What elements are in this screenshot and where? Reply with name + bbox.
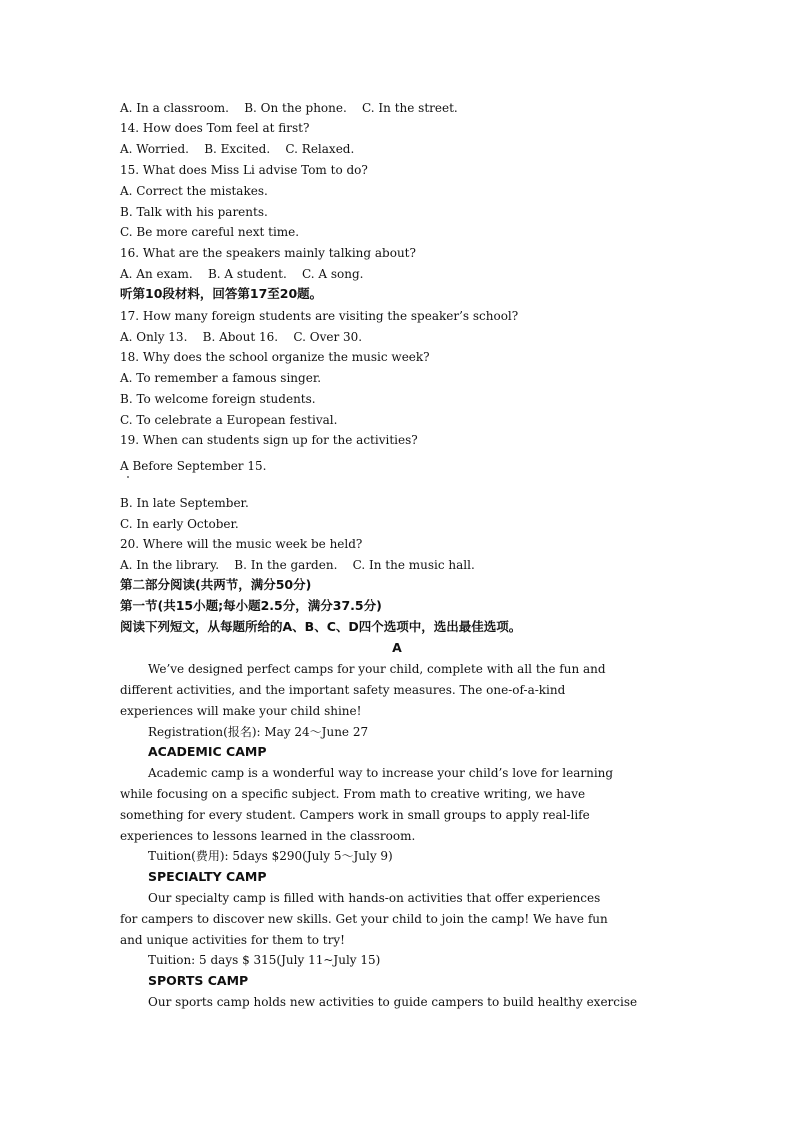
q20-question: 20. Where will the music week be held? bbox=[120, 537, 363, 551]
passage-label: A bbox=[392, 640, 402, 655]
reading-part-title: 第二部分阅读(共两节，满分50分) bbox=[120, 577, 312, 592]
q18-option-a: A. To remember a famous singer. bbox=[120, 371, 322, 385]
specialty-line-3: and unique activities for them to try! bbox=[120, 933, 345, 947]
q14-options: A. Worried. B. Excited. C. Relaxed. bbox=[120, 142, 355, 156]
specialty-tuition: Tuition: 5 days $ 315(July 11~July 15) bbox=[148, 953, 381, 967]
q15-question: 15. What does Miss Li advise Tom to do? bbox=[120, 163, 368, 177]
q19-question: 19. When can students sign up for the activities? bbox=[120, 433, 418, 447]
stray-mark bbox=[127, 476, 129, 478]
q18-option-c: C. To celebrate a European festival. bbox=[120, 413, 338, 427]
q15-option-c: C. Be more careful next time. bbox=[120, 225, 300, 239]
registration-line: Registration(报名): May 24～June 27 bbox=[148, 725, 369, 739]
academic-line-4: experiences to lessons learned in the classroom. bbox=[120, 829, 416, 843]
intro-line-1: We’ve designed perfect camps for your child, complete with all the fun and bbox=[148, 662, 606, 676]
academic-line-2: while focusing on a specific subject. From math to creative writing, we have bbox=[120, 787, 586, 801]
sports-line-1: Our sports camp holds new activities to guide campers to build healthy exercise bbox=[148, 995, 638, 1009]
academic-line-3: something for every student. Campers work in small groups to apply real-life bbox=[120, 808, 590, 822]
q16-options: A. An exam. B. A student. C. A song. bbox=[120, 267, 364, 281]
q19-option-c: C. In early October. bbox=[120, 517, 239, 531]
q15-option-b: B. Talk with his parents. bbox=[120, 205, 268, 219]
q17-options: A. Only 13. B. About 16. C. Over 30. bbox=[120, 330, 363, 344]
academic-line-1: Academic camp is a wonderful way to increase your child’s love for learning bbox=[148, 766, 614, 780]
academic-camp-heading: ACADEMIC CAMP bbox=[148, 744, 267, 759]
q18-option-b: B. To welcome foreign students. bbox=[120, 392, 316, 406]
reading-instruction: 阅读下列短文，从每题所给的A、B、C、D四个选项中，选出最佳选项。 bbox=[120, 619, 522, 634]
q20-options: A. In the library. B. In the garden. C. In the music hall. bbox=[120, 558, 475, 572]
intro-line-3: experiences will make your child shine! bbox=[120, 704, 362, 718]
q18-question: 18. Why does the school organize the music week? bbox=[120, 350, 430, 364]
section10-instruction: 听第10段材料，回答第17至20题。 bbox=[120, 286, 323, 301]
reading-section-title: 第一节(共15小题;每小题2.5分，满分37.5分) bbox=[120, 598, 382, 613]
academic-tuition: Tuition(费用): 5days $290(July 5～July 9) bbox=[148, 849, 393, 863]
q19-option-b: B. In late September. bbox=[120, 496, 249, 510]
q17-question: 17. How many foreign students are visiting the speaker’s school? bbox=[120, 309, 519, 323]
sports-camp-heading: SPORTS CAMP bbox=[148, 973, 249, 988]
q15-option-a: A. Correct the mistakes. bbox=[120, 184, 268, 198]
q19-option-a: A Before September 15. bbox=[120, 459, 267, 473]
specialty-camp-heading: SPECIALTY CAMP bbox=[148, 869, 267, 884]
specialty-line-1: Our specialty camp is filled with hands-on activities that offer experiences bbox=[148, 891, 601, 905]
specialty-line-2: for campers to discover new skills. Get your child to join the camp! We have fun bbox=[120, 912, 608, 926]
q14-question: 14. How does Tom feel at first? bbox=[120, 121, 310, 135]
intro-line-2: different activities, and the important safety measures. The one-of-a-kind bbox=[120, 683, 566, 697]
q13-options: A. In a classroom. B. On the phone. C. In the street. bbox=[120, 101, 458, 115]
q16-question: 16. What are the speakers mainly talking about? bbox=[120, 246, 416, 260]
